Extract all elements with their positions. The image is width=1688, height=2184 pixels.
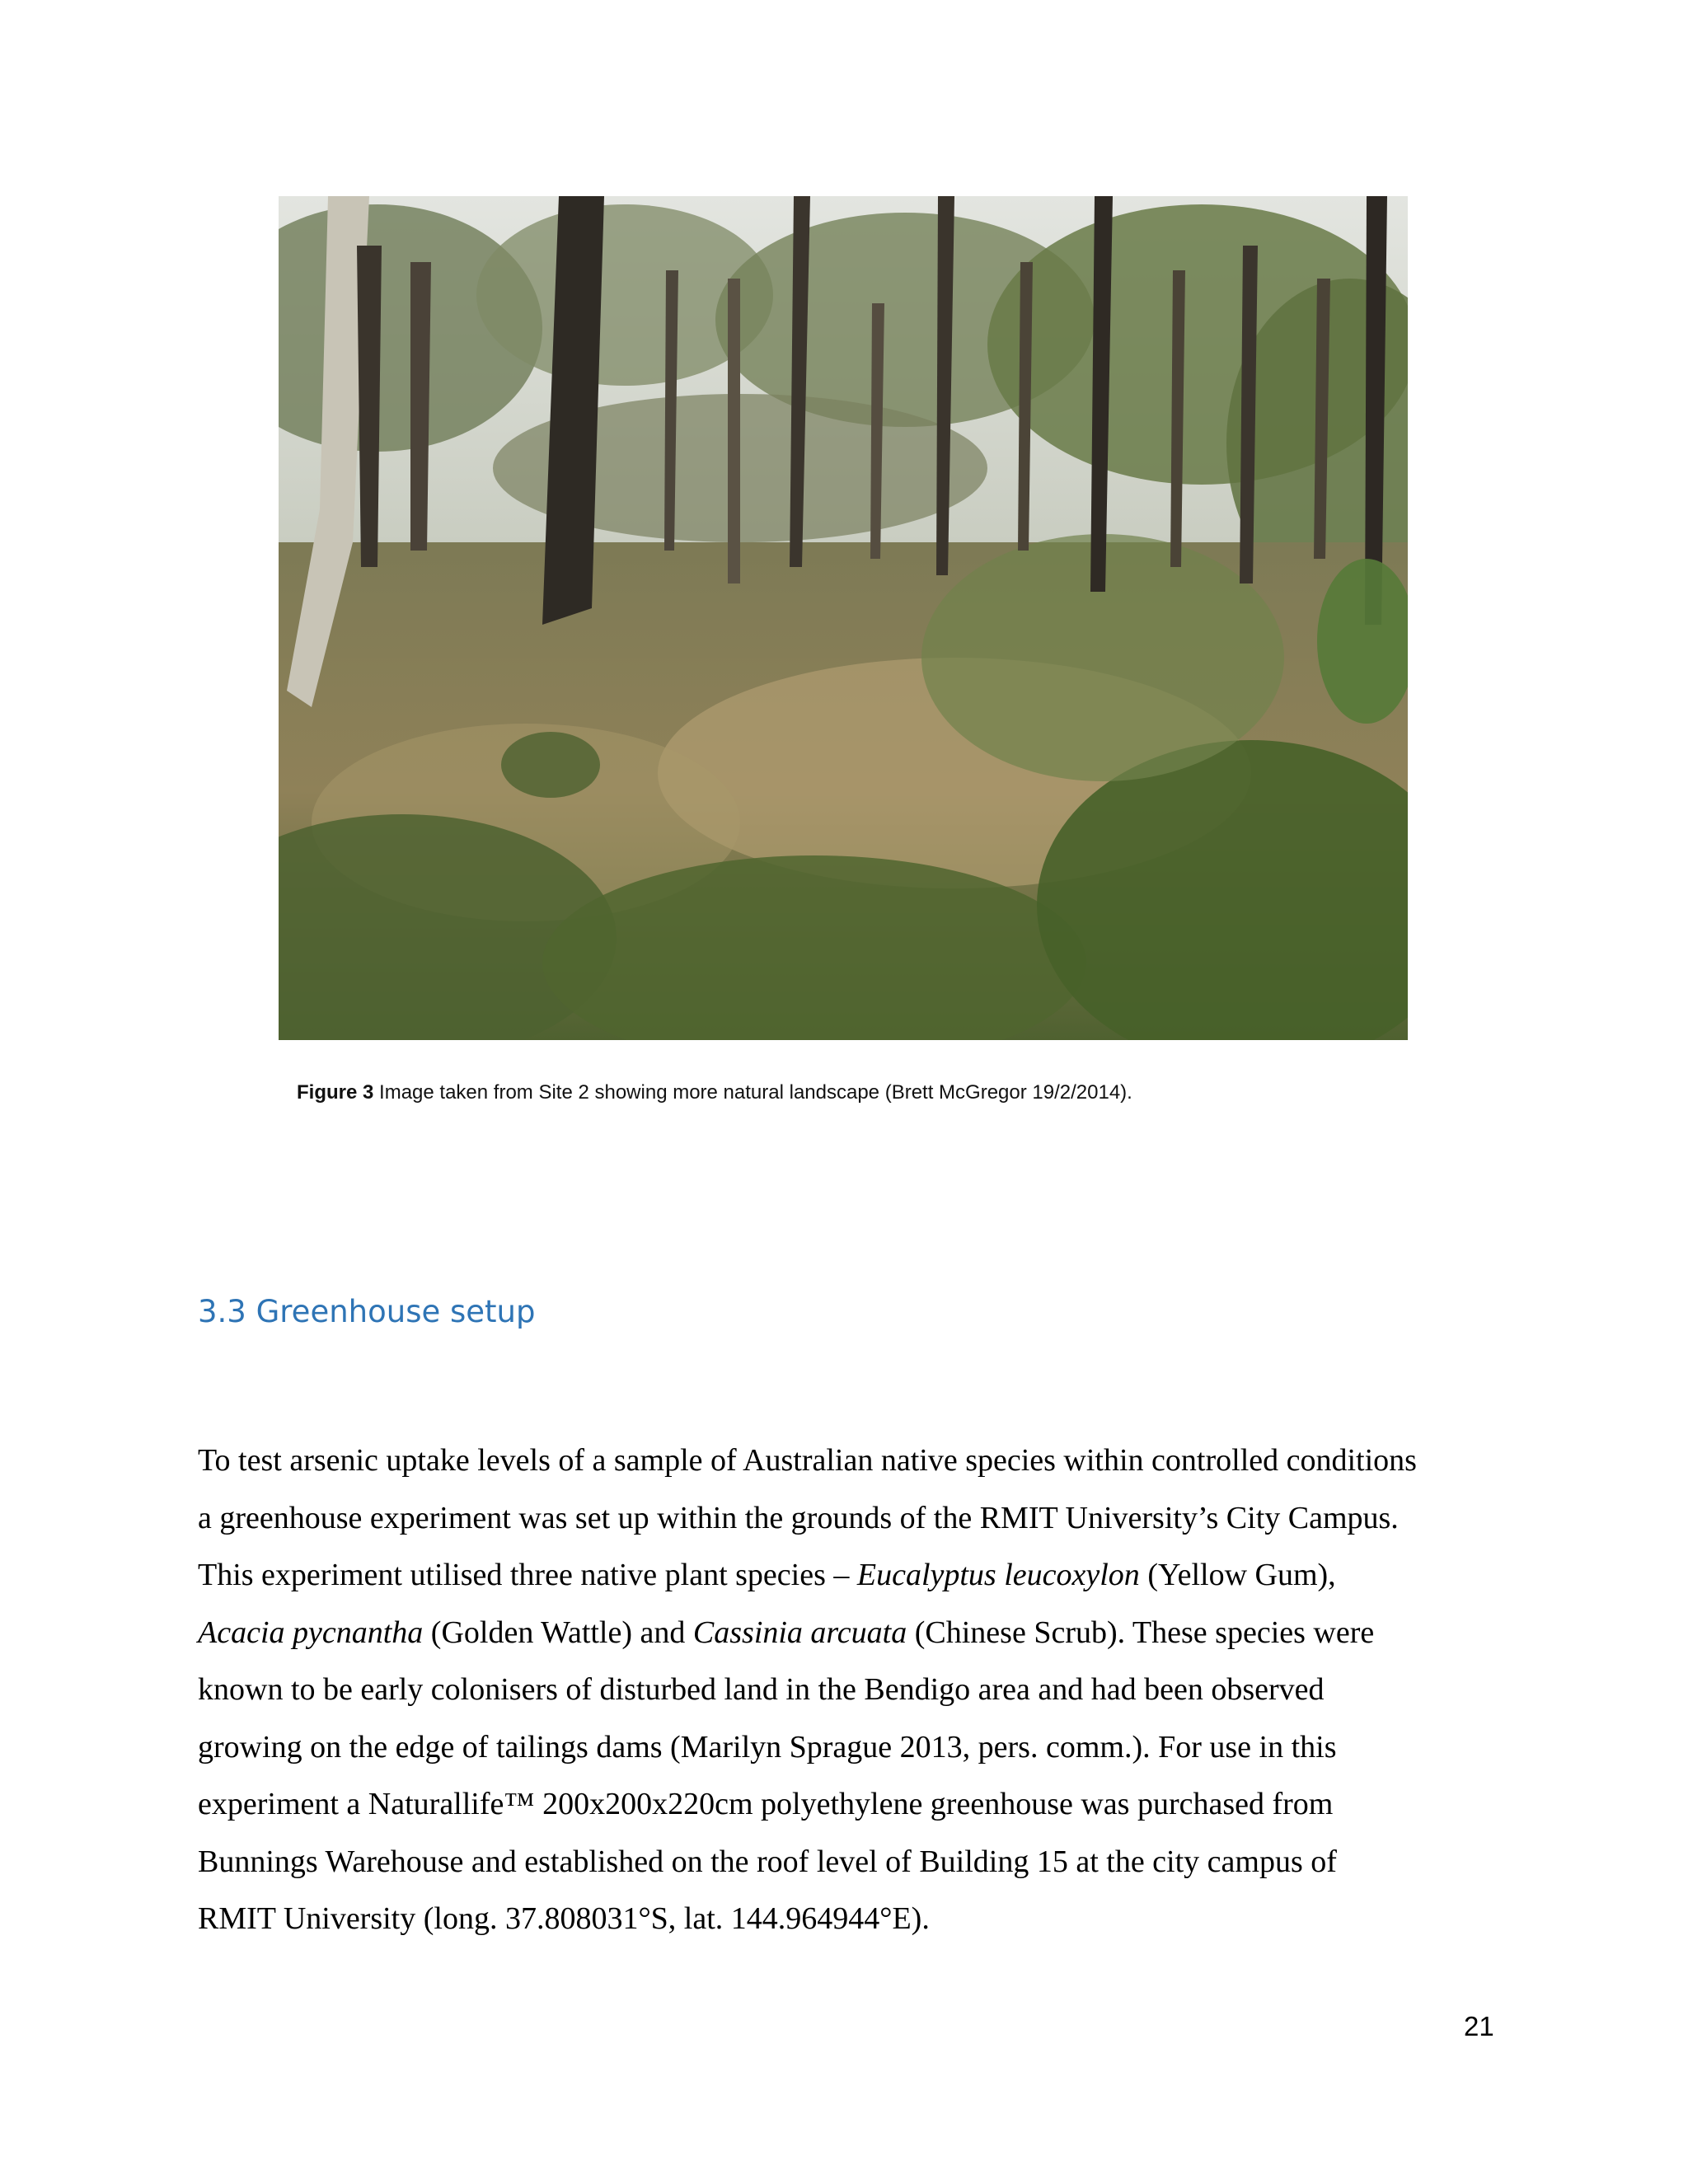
paragraph-line [198,1605,1517,1662]
text-run: (Yellow Gum), [1139,1558,1336,1592]
paragraph-line: RMIT University (long. 37.808031°S, lat. 144.964944°E). [198,1901,930,1936]
caption-label: Figure 3 [297,1081,374,1104]
species-name: Cassinia arcuata [692,1615,907,1650]
forest-landscape-photo [279,196,1408,1040]
paragraph-line: growing on the edge of tailings dams (Marilyn Sprague 2013, pers. comm.). For use in this [198,1729,1337,1765]
paragraph-line: Bunnings Warehouse and established on the roof level of Building 15 at the city campus of [198,1844,1337,1879]
paragraph-line [198,1547,1517,1605]
text-run: This experiment utilised three native plant species – [198,1558,857,1592]
figure-photo [279,196,1408,1040]
figure-caption [297,1081,1132,1104]
body-paragraph [198,1432,1517,1948]
paragraph-line: To test arsenic uptake levels of a sample of Australian native species within controlled conditions [198,1443,1417,1478]
text-run: (Golden Wattle) and [423,1615,693,1650]
page-number: 21 [1464,2011,1494,2041]
caption-text: Image taken from Site 2 showing more natural landscape (Brett McGregor 19/2/2014). [379,1081,1132,1104]
species-name: Eucalyptus leucoxylon [856,1558,1140,1592]
paragraph-line: experiment a Naturallife™ 200x200x220cm polyethylene greenhouse was purchased from [198,1787,1334,1821]
section-heading: 3.3 Greenhouse setup [198,1294,536,1329]
paragraph-line: a greenhouse experiment was set up within the grounds of the RMIT University’s City Campus. [198,1500,1399,1535]
species-name: Acacia pycnantha [198,1615,424,1650]
paragraph-line: known to be early colonisers of disturbed land in the Bendigo area and had been observed [198,1672,1325,1707]
text-run: (Chinese Scrub). These species were [907,1615,1375,1650]
